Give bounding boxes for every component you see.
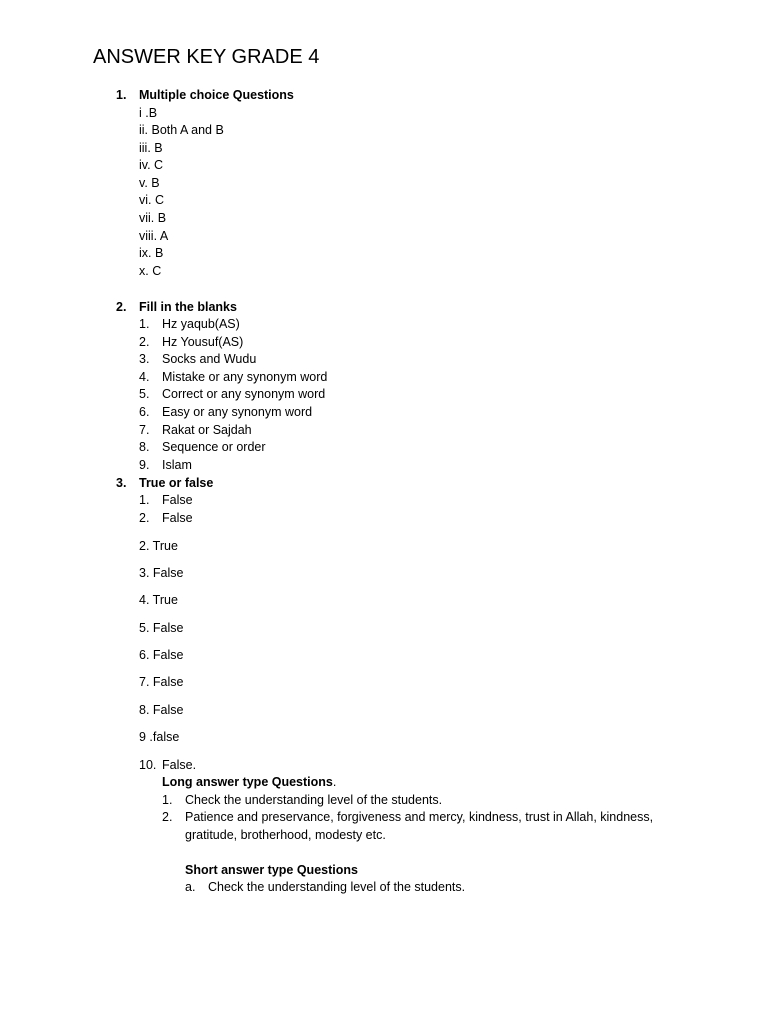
mcq-answer-4: iv. C: [139, 158, 164, 172]
mcq-answer-5: v. B: [139, 176, 160, 190]
fill-blank-number: 5.: [139, 387, 150, 401]
true-false-answer: False: [162, 493, 193, 507]
long-answer-number: 2.: [162, 810, 173, 824]
true-false-answer: 3. False: [139, 566, 184, 580]
fill-blank-answer: Islam: [162, 458, 192, 472]
true-false-answer: False: [162, 511, 193, 525]
fill-blank-answer: Hz yaqub(AS): [162, 317, 240, 331]
mcq-answer-8: viii. A: [139, 229, 169, 243]
mcq-answer-3: iii. B: [139, 141, 163, 155]
true-false-answer: 7. False: [139, 675, 184, 689]
fill-blank-number: 4.: [139, 370, 150, 384]
fill-blank-answer: Correct or any synonym word: [162, 387, 326, 401]
fill-blank-answer: Easy or any synonym word: [162, 405, 313, 419]
true-false-answer: 5. False: [139, 621, 184, 635]
long-answer-number: 1.: [162, 793, 173, 807]
long-answer-heading-suffix: .: [332, 775, 337, 789]
long-answer-text-continued: gratitude, brotherhood, modesty etc.: [185, 828, 386, 842]
long-answer-text: Patience and preservance, forgiveness and mercy, kindness, trust in Allah, kindness,: [185, 810, 654, 824]
true-false-answer: 4. True: [139, 593, 178, 607]
section-1-heading: Multiple choice Questions: [139, 88, 294, 102]
fill-blank-answer: Mistake or any synonym word: [162, 370, 328, 384]
mcq-answer-9: ix. B: [139, 246, 164, 260]
long-answer-text: Check the understanding level of the students.: [185, 793, 443, 807]
fill-blank-number: 1.: [139, 317, 150, 331]
true-false-answer: 6. False: [139, 648, 184, 662]
short-answer-heading: Short answer type Questions: [185, 863, 358, 877]
fill-blank-number: 6.: [139, 405, 150, 419]
true-false-number: 2.: [139, 511, 150, 525]
mcq-answer-6: vi. C: [139, 193, 164, 207]
page-title: ANSWER KEY GRADE 4: [93, 46, 320, 68]
true-false-number: 10.: [139, 758, 157, 772]
fill-blank-answer: Rakat or Sajdah: [162, 423, 252, 437]
true-false-answer: 8. False: [139, 703, 184, 717]
short-answer-number: a.: [185, 880, 196, 894]
true-false-answer: 2. True: [139, 539, 178, 553]
true-false-answer: 9 .false: [139, 730, 180, 744]
section-1-number: 1.: [116, 88, 127, 102]
true-false-answer: False.: [162, 758, 197, 772]
section-2-number: 2.: [116, 300, 127, 314]
mcq-answer-10: x. C: [139, 264, 162, 278]
short-answer-text: Check the understanding level of the students.: [208, 880, 466, 894]
long-answer-heading: [162, 774, 336, 791]
fill-blank-number: 2.: [139, 335, 150, 349]
fill-blank-number: 3.: [139, 352, 150, 366]
mcq-answer-7: vii. B: [139, 211, 167, 225]
section-2-heading: Fill in the blanks: [139, 300, 237, 314]
long-answer-heading-text: Long answer type Questions: [162, 775, 333, 789]
fill-blank-answer: Socks and Wudu: [162, 352, 257, 366]
section-3-heading: True or false: [139, 476, 214, 490]
fill-blank-number: 7.: [139, 423, 150, 437]
fill-blank-number: 9.: [139, 458, 150, 472]
mcq-answer-2: ii. Both A and B: [139, 123, 224, 137]
mcq-answer-1: i .B: [139, 106, 158, 120]
true-false-number: 1.: [139, 493, 150, 507]
fill-blank-answer: Sequence or order: [162, 440, 266, 454]
section-3-number: 3.: [116, 476, 127, 490]
fill-blank-number: 8.: [139, 440, 150, 454]
fill-blank-answer: Hz Yousuf(AS): [162, 335, 244, 349]
